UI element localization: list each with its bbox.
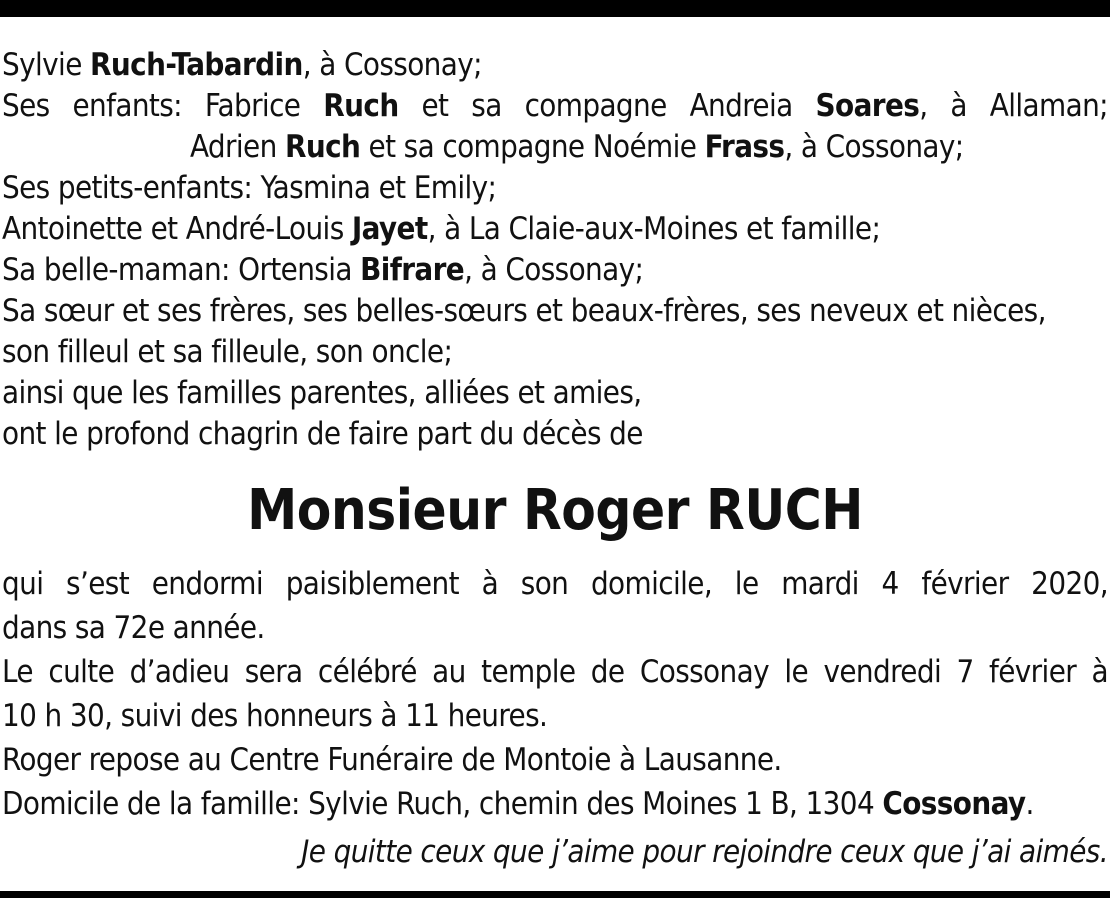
closing-quote: Je quitte ceux que j’aime pour rejoindre ceux que j’ai aimés. [301, 834, 1108, 870]
family-line-8: son filleul et sa filleule, son oncle; [2, 334, 453, 370]
family-line-6 [2, 250, 1108, 291]
family-line-9: ainsi que les familles parentes, alliées et amies, [2, 375, 642, 411]
top-rule [0, 0, 1110, 17]
surname: Frass [704, 129, 785, 165]
text: Sa belle-maman: Ortensia [2, 252, 361, 288]
text: Antoinette et André-Louis [2, 211, 352, 247]
family-line-7: Sa sœur et ses frères, ses belles-sœurs et beaux-frères, ses neveux et nièces, [2, 293, 1046, 329]
details-line-4: 10 h 30, suivi des honneurs à 11 heures. [2, 698, 548, 734]
family-line-5 [2, 209, 1108, 250]
text: Domicile de la famille: Sylvie Ruch, chemin des Moines 1 B, 1304 [2, 786, 883, 822]
surname: Ruch [323, 88, 399, 124]
text: , à Cossonay; [784, 129, 964, 165]
text: , à Cossonay; [464, 252, 644, 288]
details-line-2: dans sa 72e année. [2, 610, 265, 646]
details-line-1: qui s’est endormi paisiblement à son domicile, le mardi 4 février 2020, [2, 566, 1108, 602]
surname: Ruch [284, 129, 361, 165]
text: Sylvie [2, 47, 91, 83]
family-line-10: ont le profond chagrin de faire part du décès de [2, 416, 643, 452]
details-line-6 [2, 782, 1108, 826]
surname: Bifrare [360, 252, 465, 288]
town: Cossonay [882, 786, 1026, 822]
text: , à La Claie-aux-Moines et famille; [427, 211, 881, 247]
text: Adrien [190, 129, 285, 165]
family-line-3 [2, 127, 1108, 168]
details-line-5: Roger repose au Centre Funéraire de Montoie à Lausanne. [2, 742, 782, 778]
text: et sa compagne Andreia [398, 88, 816, 124]
deceased-name: Monsieur Roger RUCH [247, 478, 863, 543]
details-line-3: Le culte d’adieu sera célébré au temple de Cossonay le vendredi 7 février à [2, 654, 1108, 690]
surname: Soares [815, 88, 920, 124]
text: Ses enfants: Fabrice [2, 88, 324, 124]
family-list [2, 45, 1108, 455]
text: et sa compagne Noémie [360, 129, 705, 165]
family-line-4: Ses petits-enfants: Yasmina et Emily; [2, 170, 497, 206]
surname: Ruch-Tabardin [90, 47, 303, 83]
family-line-1 [2, 45, 1108, 86]
bottom-rule [0, 891, 1110, 898]
surname: Jayet [351, 211, 428, 247]
text: , à Allaman; [919, 88, 1108, 124]
text: , à Cossonay; [302, 47, 482, 83]
family-line-2 [2, 86, 1108, 127]
text: . [1025, 786, 1034, 822]
funeral-details [2, 562, 1108, 874]
